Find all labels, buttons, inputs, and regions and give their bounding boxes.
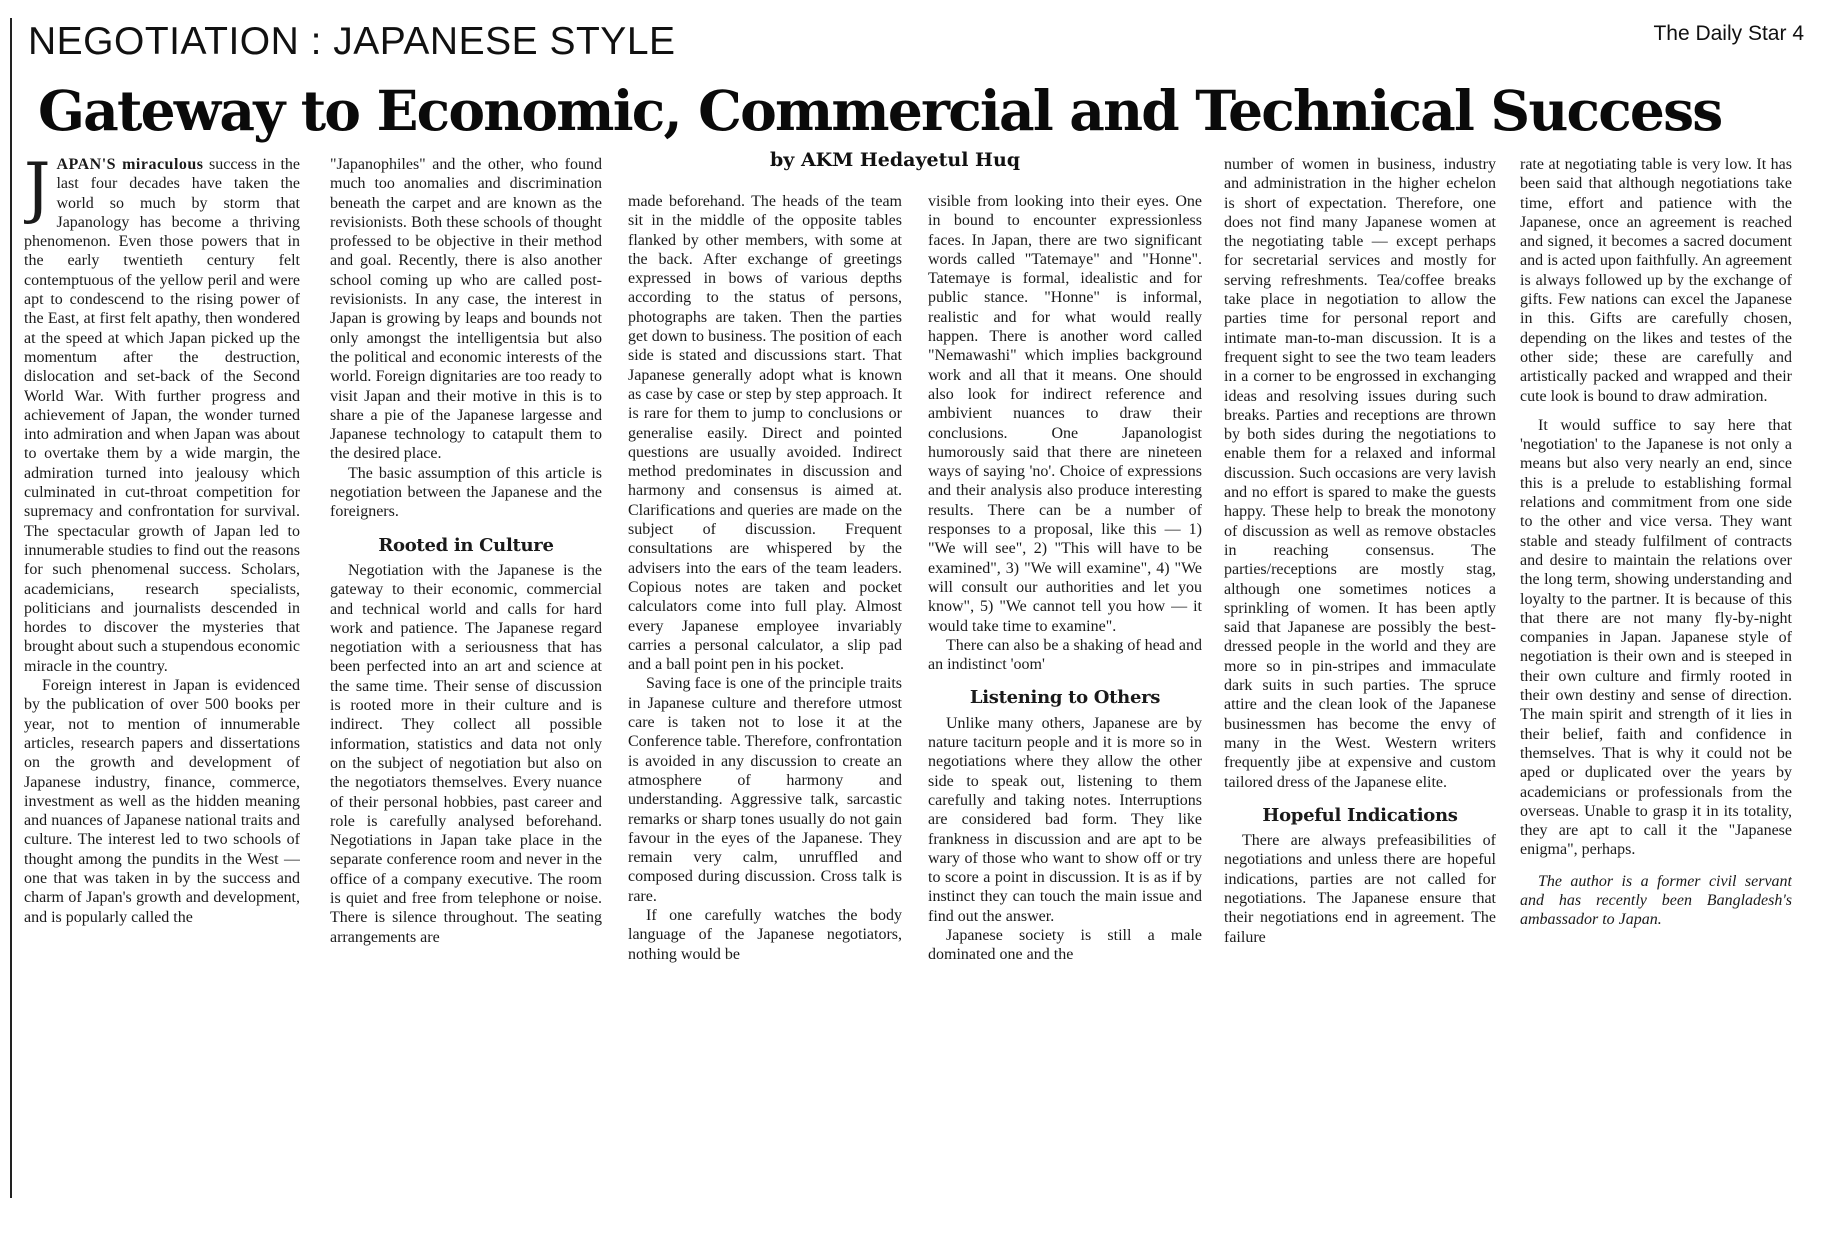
lead-text: success in the last four decades have taken the world so much by storm that Japanology has become a thriving phenomenon. Even those powers that in the early twentieth century felt contemptuous of the yellow peril and were apt to condescend to the rising power of the East, at first felt apathy, then wondered at the speed at which Japan picked up the momentum after the destruction, dislocation and set-back of the Second World War. With further progress and achievement of Japan, the wonder turned into admiration and when Japan was about to overtake them by a wide margin, the admiration turned into jealousy which culminated in cut-throat competition for supremacy and confrontation for survival. The spectacular growth of Japan led to innumerable studies to find out the reasons for such phenomenal success. Scholars, academicians, research specialists, politicians and journalists descended in hordes to discover the mysteries that brought about such a stupendous economic miracle in the country. [24,156,300,675]
paragraph: Saving face is one of the principle traits in Japanese culture and therefore utmost care is taken not to lose it at the Conference table. Therefore, confrontation is avoided in any discussion to create an atmosphere of harmony and understanding. Aggressive talk, sarcastic remarks or sharp tones usually do not gain favour in the eyes of the Japanese. They remain very calm, unruffled and composed during discussion. Cross talk is rare. [628,675,902,905]
page-tag: The Daily Star 4 [1653,22,1804,45]
article-column-5 [1224,155,1496,1207]
paragraph: Unlike many others, Japanese are by nature taciturn people and it is more so in negotiations where they allow the other side to speak out, listening to them carefully and taking notes. Interruptions are considered bad form. They like frankness in discussion and are apt to be wary of those who want to show off or try to score a point in discussion. It is as if by instinct they can touch the main issue and find out the answer. [928,714,1202,925]
drop-cap: J [24,155,51,226]
subhead-listening-to-others: Listening to Others [969,687,1161,709]
headline: Gateway to Economic, Commercial and Technical Success [38,78,1722,143]
paragraph: rate at negotiating table is very low. It has been said that although negotiations take time, effort and patience with the Japanese, once an agreement is reached and signed, it becomes a sacred document and is acted upon faithfully. An agreement is always followed up by the exchange of gifts. Few nations can excel the Japanese in this. Gifts are carefully chosen, depending on the likes and testes of the other side; these are carefully and artistically packed and wrapped and their cute look is bound to draw admiration. [1520,156,1792,405]
article-column-3 [628,192,902,1244]
left-border-rule [10,18,12,1198]
section-kicker: NEGOTIATION : JAPANESE STYLE [28,20,676,63]
paragraph: It would suffice to say here that 'negotiation' to the Japanese is not only a means but also very nearly an end, since this is a prelude to establishing formal relations and commitment from one side to the other and vice versa. They want stable and steady fulfilment of contracts and desire to maintain the relations over the long term, showing understanding and loyalty to the partner. It is because of this that there are not many fly-by-night companies in Japan. Japanese style of negotiation is their own and is steeped in their own culture and firmly rooted in their own destiny and sense of direction. The main spirit and strength of it lies in their belief, faith and confidence in themselves. That is why it could not be aped or duplicated over the years by academicians or professionals from the overseas. Unable to grasp it in its totality, they are apt to call it the "Japanese enigma", perhaps. [1520,416,1792,859]
paragraph: If one carefully watches the body language of the Japanese negotiators, nothing would be [628,906,902,963]
subhead-rooted-in-culture: Rooted in Culture [378,534,554,556]
paragraph: The basic assumption of this article is negotiation between the Japanese and the foreigners. [330,464,602,521]
paragraph: number of women in business, industry and administration in the higher echelon is short of expectation. Therefore, one does not find many Japanese women at the negotiating table — except perhaps for secretarial services and mostly for serving refreshments. Tea/coffee breaks take place in negotiation to allow the parties time for personal report and intimate man-to-man discussion. It is a frequent sight to see the two team leaders in a corner to be engrossed in exchanging ideas and resolving issues during such breaks. Parties and receptions are thrown by both sides during the negotiations to enable them for a relaxed and informal discussion. Such occasions are very lavish and no effort is spared to make the guests happy. These help to break the monotony of discussion as well as remove obstacles in reaching consensus. The parties/receptions are mostly stag, although one sometimes notices a sprinkling of women. It has been aptly said that Japanese are possibly the best-dressed people in the world and they are more so in pin-stripes and immaculate dark suits in such parties. The spruce attire and the clean look of the Japanese businessmen has become the envy of many in the West. Western writers frequently jibe at expensive and custom tailored dress of the Japanese elite. [1224,156,1496,791]
paragraph: There can also be a shaking of head and an indistinct 'oom' [928,636,1202,674]
author-note: The author is a former civil servant and has recently been Bangladesh's ambassador to Japan. [1520,872,1792,929]
subhead-hopeful-indications: Hopeful Indications [1262,804,1458,826]
paragraph: Japanese society is still a male dominated one and the [928,926,1202,964]
article-column-4 [928,192,1202,1244]
paragraph: There are always prefeasibilities of negotiations and unless there are hopeful indications, parties are not called for negotiations. The Japanese ensure that their negotiations end in agreement. The failure [1224,832,1496,946]
paragraph: Negotiation with the Japanese is the gateway to their economic, commercial and technical world and calls for hard work and patience. The Japanese regard negotiation with a seriousness that has been perfected into an art and science at the same time. Their sense of discussion is rooted more in their culture and is indirect. They collect all possible information, statistics and data not only on the subject of negotiation but also on the negotiators themselves. Every nuance of their personal hobbies, past career and role is carefully analysed beforehand. Negotiations in Japan take place in the separate conference room and never in the office of a company executive. The room is quiet and free from telephone or noise. There is silence throughout. The seating arrangements are [330,561,602,946]
lead-paragraph [24,155,300,676]
article-column-2 [330,155,602,1207]
article-column-6 [1520,155,1792,1207]
byline: by AKM Hedayetul Huq [770,149,1021,171]
article-column-1 [24,155,300,1207]
paragraph: visible from looking into their eyes. One in bound to encounter expressionless faces. In Japan, there are two significant words called "Tatemaye" and "Honne". Tatemaye is formal, idealistic and for public stance. "Honne" is informal, realistic and for what would really happen. There is another word called "Nemawashi" which implies background work and all that it means. One should also look for indirect reference and ambivient nuances to draw their conclusions. One Japanologist humorously said that there are nineteen ways of saying 'no'. Choice of expressions and their analysis also produce interesting results. There can be a number of responses to a proposal, like this — 1) "We will see", 2) "This will have to be examined", 3) "We will examine", 4) "We will consult our authorities and let you know", 5) "We cannot tell you how — it would take time to examine". [928,193,1202,635]
paragraph: "Japanophiles" and the other, who found much too anomalies and discrimination beneath the carpet and are known as the revisionists. Both these schools of thought professed to be objective in their method and goal. Recently, there is also another school coming up who are called post-revisionists. In any case, the interest in Japan is growing by leaps and bounds not only amongst the intelligentsia but also the political and economic interests of the world. Foreign dignitaries are too ready to visit Japan and their motive in this is to share a pie of the Japanese largesse and Japanese technology to catapult them to the desired place. [330,156,602,463]
lead-caps: APAN'S miraculous [56,156,204,173]
paragraph: Foreign interest in Japan is evidenced by the publication of over 500 books per year, not to mention of innumerable articles, research papers and dissertations on the growth and development of Japanese industry, finance, commerce, investment as well as the hidden meaning and nuances of Japanese national traits and culture. The interest led to two schools of thought among the pundits in the West — one that was taken in by the success and charm of Japan's growth and development, and is popularly called the [24,677,300,926]
paragraph: made beforehand. The heads of the team sit in the middle of the opposite tables flanked by other members, with some at the back. After exchange of greetings expressed in bows of various depths according to the status of persons, photographs are taken. Then the parties get down to business. The position of each side is stated and discussions start. That Japanese generally adopt what is known as case by case or step by step approach. It is rare for them to jump to conclusions or generalise easily. Direct and pointed questions are usually avoided. Indirect method predominates in discussion and harmony and consensus is aimed at. Clarifications and queries are made on the subject of discussion. Frequent consultations are whispered by the advisers into the ears of the team leaders. Copious notes are taken and pocket calculators come into full play. Almost every Japanese employee invariably carries a personal calculator, a slip pad and a ball point pen in his pocket. [628,193,902,674]
